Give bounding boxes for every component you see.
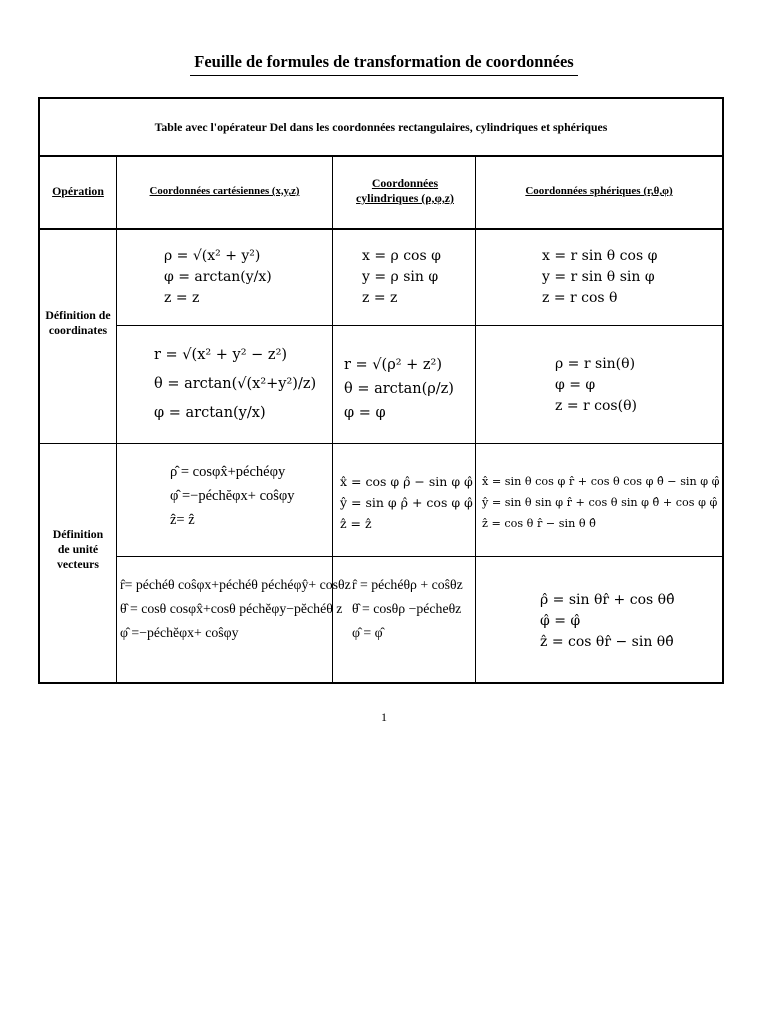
r1-cartesian-formulas: ρ = √(x² + y²) φ = arctan(y/x) z = z — [164, 248, 272, 306]
r1-cylindrical-formulas: x = ρ cos φ y = ρ sin φ z = z — [362, 248, 441, 306]
del-operator-table — [38, 97, 724, 684]
document-title: Feuille de formules de transformation de coordonnées — [0, 52, 768, 76]
table-caption: Table avec l'opérateur Del dans les coordonnées rectangulaires, cylindriques et sphériques — [154, 120, 608, 134]
r4-cartesian-formulas: r̂= péchéθ coŝφx+péchéθ péchéφŷ+ cosθz θ̂ = cosθ cosφx̂+cosθ péchĕφy−pĕchéθ z φ̂ =−péchĕφx+ coŝφy — [120, 577, 351, 640]
r3-cylindrical-formulas: x̂ = cos φ ρ̂ − sin φ φ̂ ŷ = sin φ ρ̂ + cos φ φ̂ ẑ = ẑ — [340, 474, 473, 531]
r1-spherical-formulas: x = r sin θ cos φ y = r sin θ sin φ z = r cos θ — [542, 248, 658, 306]
header-cartesian: Coordonnées cartésiennes (x,y,z) — [149, 185, 300, 197]
r4-spherical-formulas: ρ̂ = sin θr̂ + cos θθ̂ φ̂ = φ̂ ẑ = cos θr̂ − sin θθ̂ — [540, 592, 675, 650]
header-spherical: Coordonnées sphériques (r,θ,φ) — [525, 185, 673, 197]
header-operation: Opération — [52, 184, 104, 198]
r4-cylindrical-formulas: r̂ = péchéθρ + coŝθz θ̂ = cosθρ −pécheθz φ̂ = φ̂ — [352, 577, 463, 640]
r3-spherical-formulas: x̂ = sin θ cos φ r̂ + cos θ cos φ θ̂ − sin φ φ̂ ŷ = sin θ sin φ r̂ + cos θ sin φ θ̂ + cos φ φ̂ ẑ = cos θ r̂ − sin θ θ̂ — [482, 475, 720, 530]
r3-cartesian-formulas: ρ̂ = cosφx̂+péchéφy φ̂ =−péchĕφx+ coŝφy ẑ= ẑ — [170, 464, 295, 528]
r2-cartesian-formulas: r = √(x² + y² − z²) θ = arctan(√(x²+y²)/z) φ = arctan(y/x) — [154, 347, 317, 421]
row-label-coordinates: Définition de coordinates — [45, 308, 111, 337]
header-cylindrical: Coordonnées cylindriques (ρ,φ,z) — [356, 176, 454, 205]
row-label-unit-vectors: Définition de unité vecteurs — [52, 527, 104, 571]
page-number: 1 — [381, 710, 387, 724]
r2-cylindrical-formulas: r = √(ρ² + z²) θ = arctan(ρ/z) φ = φ — [344, 357, 454, 421]
r2-spherical-formulas: ρ = r sin(θ) φ = φ z = r cos(θ) — [555, 356, 637, 414]
